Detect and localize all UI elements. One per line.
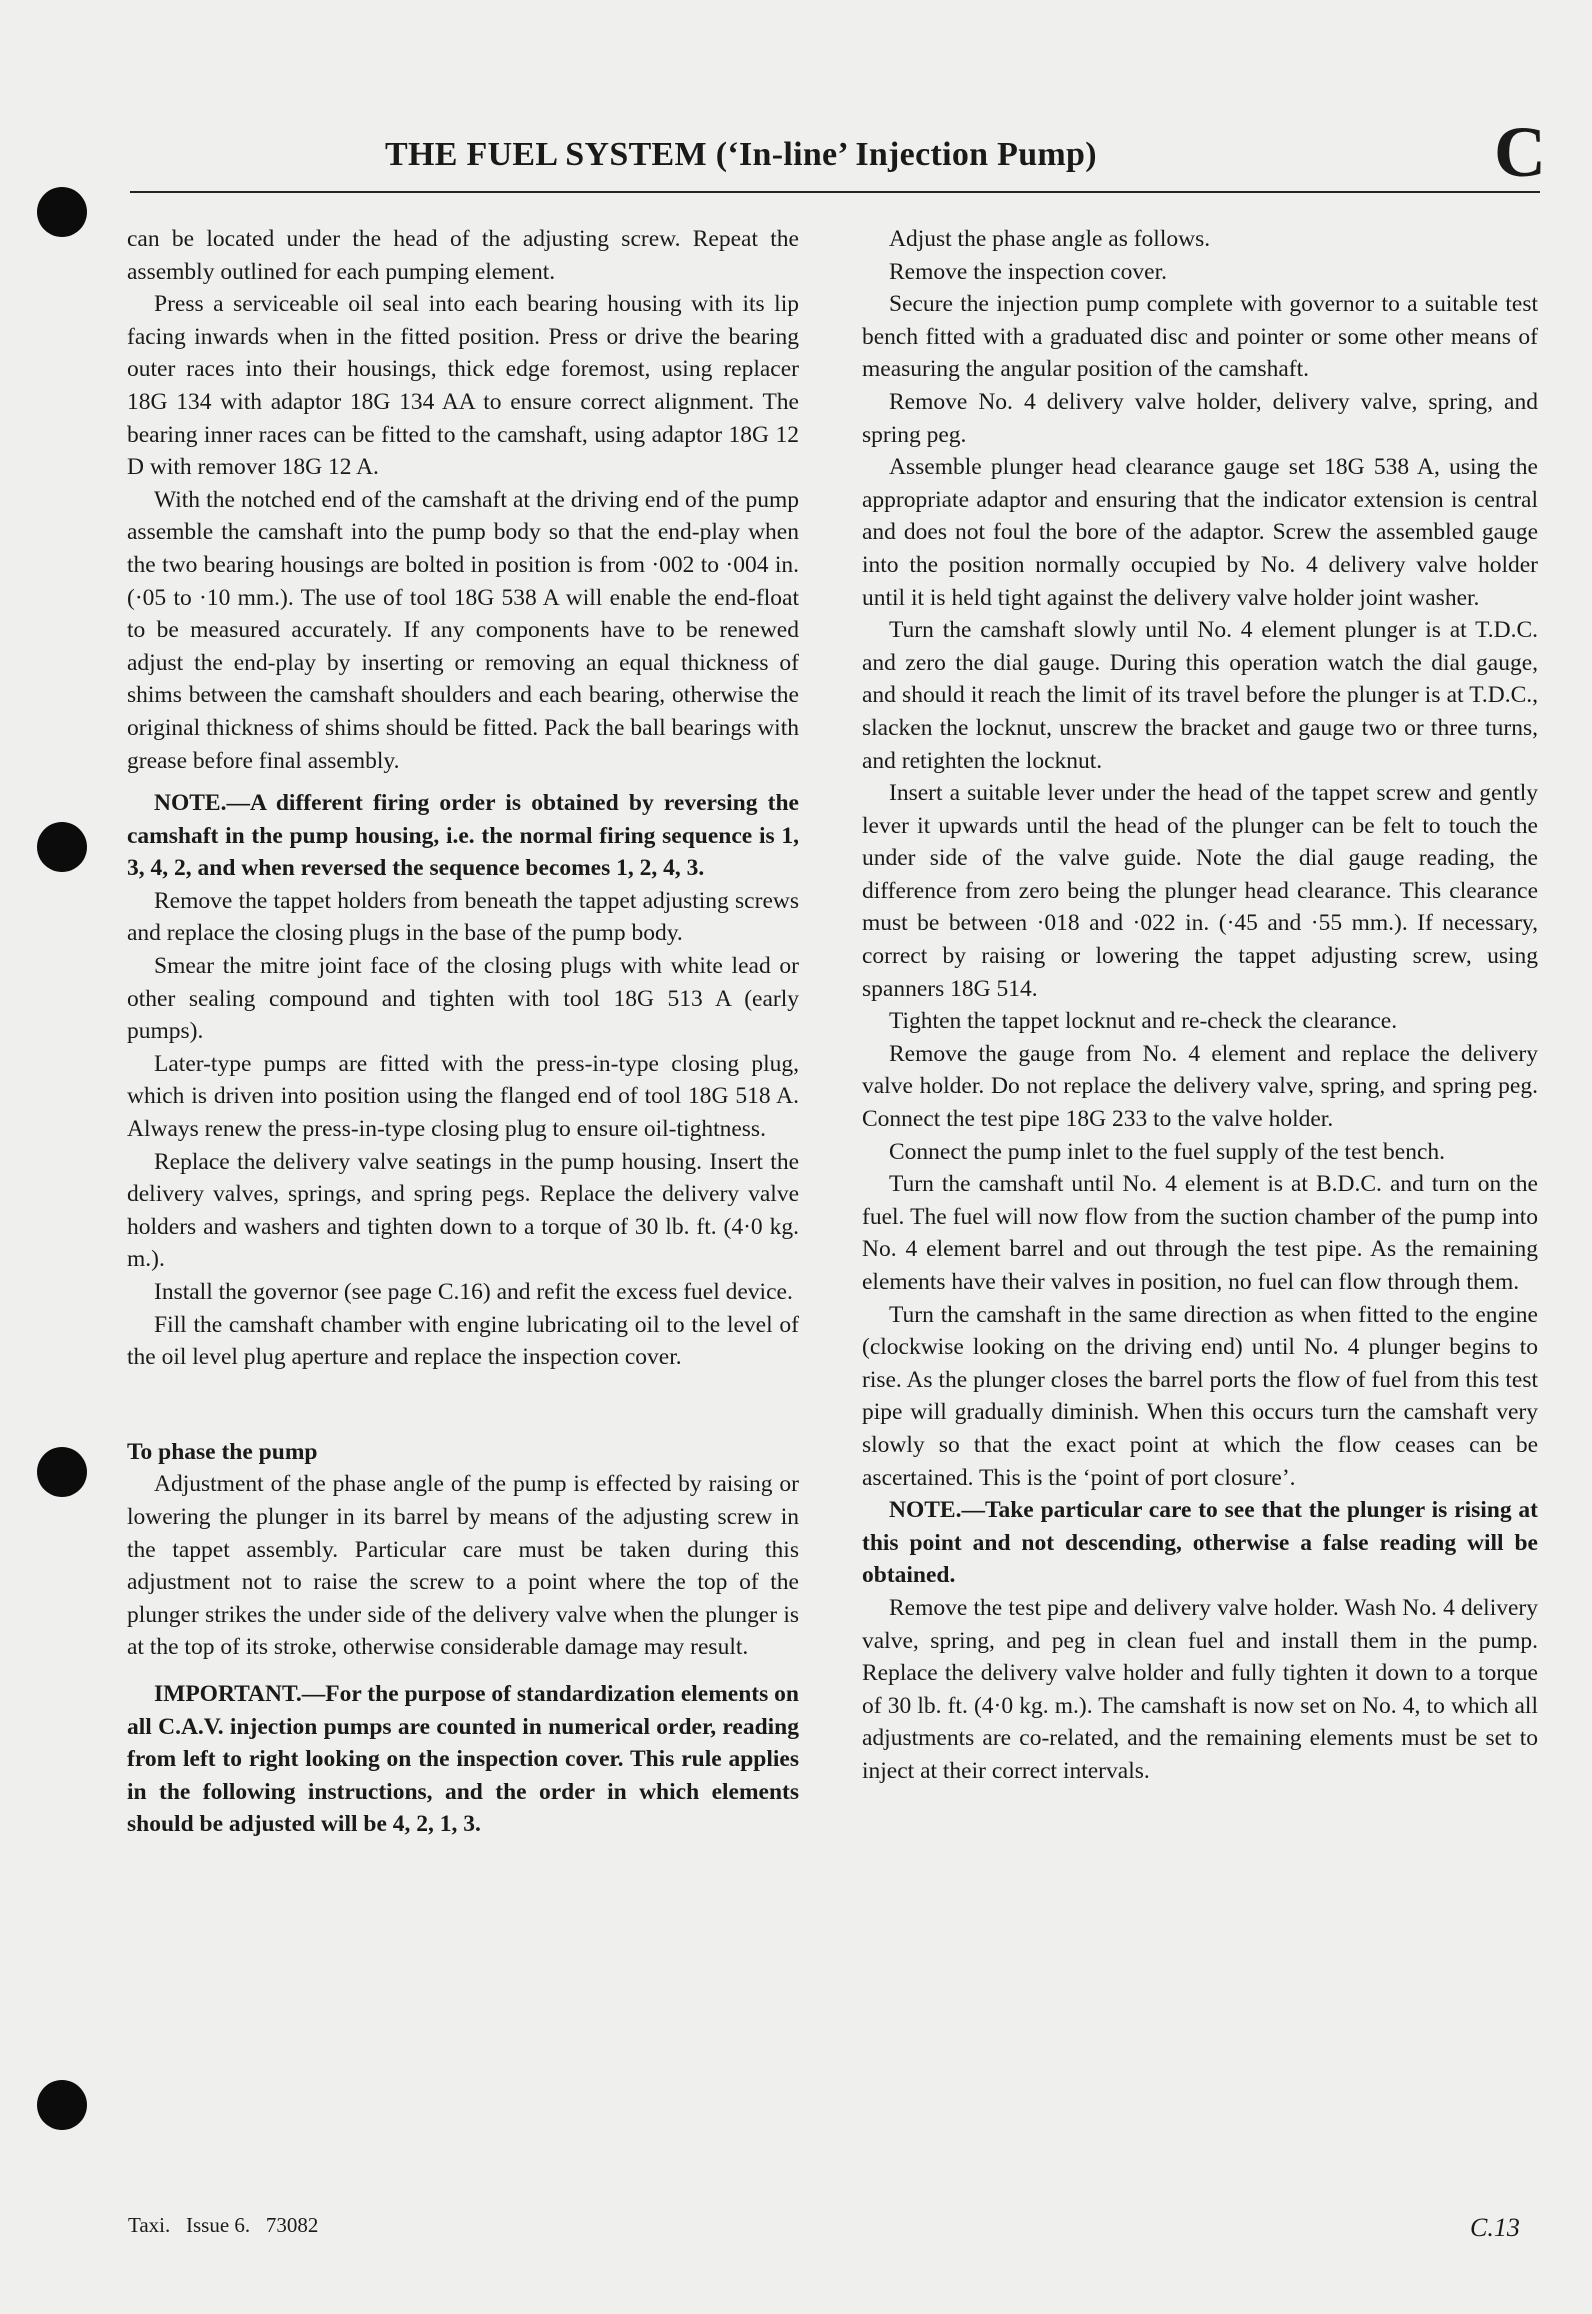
important-paragraph: IMPORTANT.—For the purpose of standardization elements on all C.A.V. injection pumps are counted in numerical order, reading from left to right looking on the inspection cover. This rule applies in the following instructions, and the order in which elements should be adjusted will be 4, 2, 1, 3. [127,1680,799,1838]
left-column [127,223,799,1841]
section-letter: C [1494,112,1546,192]
paragraph: Connect the pump inlet to the fuel supply of the test bench. [889,1138,1446,1165]
footer-issue: Taxi. Issue 6. 73082 [128,2213,319,2237]
paragraph: Turn the camshaft slowly until No. 4 element plunger is at T.D.C. and zero the dial gauge. During this operation watch the dial gauge, and should it reach the limit of its travel before the plunger is at T.D.C., slacken the locknut, unscrew the bracket and gauge two or three turns, and retighten the locknut. [862,617,1538,774]
paragraph: Remove the gauge from No. 4 element and replace the delivery valve holder. Do not replace the delivery valve, spring, and spring peg. Connect the test pipe 18G 233 to the valve holder. [862,1040,1538,1133]
paragraph: Turn the camshaft until No. 4 element is at B.D.C. and turn on the fuel. The fuel will now flow from the suction chamber of the pump into No. 4 element barrel and out through the test pipe. As the remaining elements have their valves in position, no fuel can flow through them. [862,1171,1538,1295]
paragraph: Adjustment of the phase angle of the pump is effected by raising or lowering the plunger in its barrel by means of the adjusting screw in the tappet assembly. Particular care must be taken during this adjustment not to raise the screw to a point where the top of the plunger strikes the under side of the delivery valve when the plunger is at the top of its stroke, otherwise considerable damage may result. [127,1471,799,1661]
paragraph: Fill the camshaft chamber with engine lubricating oil to the level of the oil level plug aperture and replace the inspection cover. [127,1311,799,1371]
paragraph: Remove the tappet holders from beneath the tappet adjusting screws and replace the closing plugs in the base of the pump body. [127,887,799,947]
header-rule [130,191,1540,193]
paragraph: Assemble plunger head clearance gauge set 18G 538 A, using the appropriate adaptor and ensuring that the indicator extension is central and does not foul the bore of the adaptor. Screw the assembled gauge into the position normally occupied by No. 4 delivery valve holder until it is held tight against the delivery valve holder joint washer. [862,454,1538,611]
page-number: C.13 [1470,2213,1520,2242]
punch-hole-icon [37,822,87,872]
section-heading: To phase the pump [127,1438,318,1465]
paragraph: Smear the mitre joint face of the closing plugs with white lead or other sealing compound and tighten with tool 18G 513 A (early pumps). [127,953,799,1045]
paragraph: Adjust the phase angle as follows. [889,226,1211,252]
note-paragraph: NOTE.—A different firing order is obtained by reversing the camshaft in the pump housing, i.e. the normal firing sequence is 1, 3, 4, 2, and when reversed the sequence becomes 1, 2, 4, 3. [127,790,799,882]
paragraph: Remove the test pipe and delivery valve holder. Wash No. 4 delivery valve, spring, and peg in clean fuel and install them in the pump. Replace the delivery valve holder and fully tighten it down to a torque of 30 lb. ft. (4·0 kg. m.). The camshaft is now set on No. 4, to which all adjustments are co-related, and the remaining elements must be set to inject at their correct intervals. [862,1594,1538,1784]
page-header [130,112,1546,192]
right-column [862,223,1538,1788]
paragraph: Remove No. 4 delivery valve holder, delivery valve, spring, and spring peg. [862,388,1538,448]
paragraph: can be located under the head of the adjusting screw. Repeat the assembly outlined for each pumping element. [127,226,799,285]
paragraph: Turn the camshaft in the same direction as when fitted to the engine (clockwise looking on the driving end) until No. 4 plunger begins to rise. As the plunger closes the barrel ports the flow of fuel from this test pipe will gradually diminish. When this occurs turn the camshaft very slowly so that the exact point at which the flow ceases can be ascertained. This is the ‘point of port closure’. [862,1301,1538,1491]
paragraph: Install the governor (see page C.16) and refit the excess fuel device. [154,1279,793,1305]
paragraph: With the notched end of the camshaft at the driving end of the pump assemble the camshaft into the pump body so that the end-play when the two bearing housings are bolted in position is from ·002 to ·004 in. (·05 to ·10 mm.). The use of tool 18G 538 A will enable the end-float to be measured accurately. If any components have to be renewed adjust the end-play by inserting or removing an equal thickness of shims between the camshaft shoulders and each bearing, otherwise the original thickness of shims should be fitted. Pack the ball bearings with grease before final assembly. [127,486,799,774]
paragraph: Secure the injection pump complete with governor to a suitable test bench fitted with a graduated disc and pointer or some other means of measuring the angular position of the camshaft. [862,291,1538,383]
punch-hole-icon [37,1447,87,1497]
paragraph: Later-type pumps are fitted with the press-in-type closing plug, which is driven into position using the flanged end of tool 18G 518 A. Always renew the press-in-type closing plug to ensure oil-tightness. [127,1050,799,1143]
paragraph: Insert a suitable lever under the head of the tappet screw and gently lever it upwards until the head of the plunger can be felt to touch the under side of the valve guide. Note the dial gauge reading, the difference from zero being the plunger head clearance. This clearance must be between ·018 and ·022 in. (·45 and ·55 mm.). If necessary, correct by raising or lowering the tappet adjusting screw, using spanners 18G 514. [862,780,1538,1002]
note-paragraph: NOTE.—Take particular care to see that the plunger is rising at this point and not descending, otherwise a false reading will be obtained. [862,1497,1538,1589]
paragraph: Remove the inspection cover. [889,258,1168,285]
page-title: THE FUEL SYSTEM (‘In-line’ Injection Pump) [385,136,1097,173]
paragraph: Press a serviceable oil seal into each bearing housing with its lip facing inwards when in the fitted position. Press or drive the bearing outer races into their housings, thick edge foremost, using replacer 18G 134 with adaptor 18G 134 AA to ensure correct alignment. The bearing inner races can be fitted to the camshaft, using adaptor 18G 12 D with remover 18G 12 A. [127,291,799,481]
punch-hole-icon [37,2080,87,2130]
punch-hole-icon [37,187,87,237]
paragraph: Replace the delivery valve seatings in the pump housing. Insert the delivery valves, springs, and spring pegs. Replace the delivery valve holders and washers and tighten down to a torque of 30 lb. ft. (4·0 kg. m.). [127,1148,799,1273]
paragraph: Tighten the tappet locknut and re-check the clearance. [889,1008,1398,1035]
